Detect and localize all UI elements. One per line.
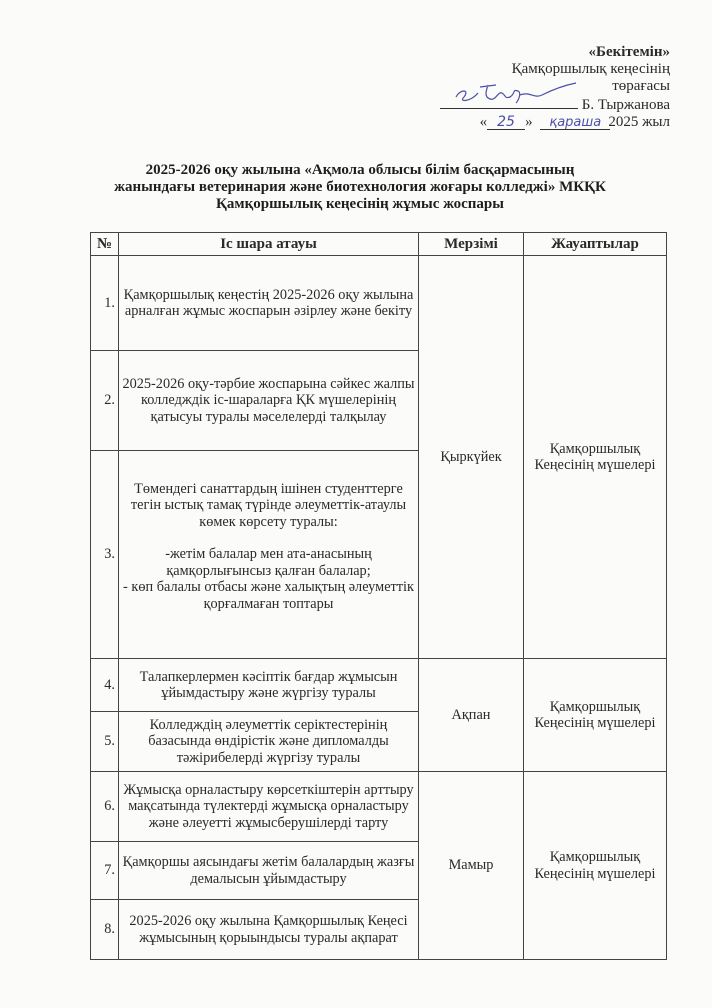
table-row	[91, 659, 667, 712]
date-day: 25	[487, 116, 525, 130]
row-responsible: Қамқоршылық Кеңесінің мүшелері	[524, 772, 667, 960]
row-name-category-1: -жетім балалар мен ата-анасының қамқорлығынсыз қалған балалар;	[165, 546, 372, 579]
row-date: Мамыр	[419, 772, 524, 960]
row-name: Қамқоршылық кеңестің 2025-2026 оқу жылына арналған жұмыс жоспарын әзірлеу және бекіту	[119, 256, 419, 351]
row-num: 1.	[91, 256, 119, 351]
row-num: 3.	[91, 451, 119, 659]
document-title	[80, 162, 640, 213]
row-date: Ақпан	[419, 659, 524, 772]
row-date: Қыркүйек	[419, 256, 524, 659]
row-responsible: Қамқоршылық Кеңесінің мүшелері	[524, 659, 667, 772]
date-open-quote: «	[479, 114, 488, 130]
handwritten-signature	[450, 81, 580, 105]
date-month: қараша	[540, 116, 610, 130]
header-responsible: Жауаптылар	[524, 233, 667, 256]
row-num: 2.	[91, 351, 119, 451]
approval-date	[440, 114, 670, 131]
row-num: 4.	[91, 659, 119, 712]
row-name: Колледждің әлеуметтік серіктестерінің базасында өндірістік және дипломалды тәжірибелерді жүргізу туралы	[119, 712, 419, 772]
date-close-quote: »	[525, 114, 533, 130]
signature-line	[440, 95, 670, 114]
approval-heading: «Бекітемін»	[588, 44, 670, 60]
row-name-category-2: - көп балалы отбасы және халықтың әлеуметтік қорғалмаған топтары	[123, 579, 414, 612]
row-name: 2025-2026 оқу-тәрбие жоспарына сәйкес жалпы колледждік іс-шараларға ҚК мүшелерінің қатысуы туралы мәселелерді талқылау	[119, 351, 419, 451]
row-num: 6.	[91, 772, 119, 842]
row-name: Талапкерлермен кәсіптік бағдар жұмысын ұйымдастыру және жүргізу туралы	[119, 659, 419, 712]
row-name-intro: Төмендегі санаттардың ішінен студенттерге тегін ыстық тамақ түрінде әлеуметтік-атаулы көмек көрсету туралы:	[130, 480, 407, 530]
work-plan-table	[90, 232, 667, 960]
date-year: 2025 жыл	[608, 114, 670, 130]
row-name: 2025-2026 оқу жылына Қамқоршылық Кеңесі жұмысының қорыындысы туралы ақпарат	[119, 900, 419, 960]
title-line-3: Қамқоршылық кеңесінің жұмыс жоспары	[216, 196, 504, 212]
row-name	[119, 451, 419, 659]
header-num: №	[91, 233, 119, 256]
approval-council-line: Қамқоршылық кеңесінің	[511, 61, 670, 77]
row-num: 8.	[91, 900, 119, 960]
row-num: 5.	[91, 712, 119, 772]
title-line-2: жанындағы ветеринария және биотехнология жоғары колледжі» МКҚК	[114, 179, 606, 195]
signature-blank	[440, 95, 578, 109]
row-name: Жұмысқа орналастыру көрсеткіштерін арттыру мақсатында түлектерді жұмысқа орналастыру және әлеуетті жұмысберушілерді тарту	[119, 772, 419, 842]
row-name: Қамқоршы аясындағы жетім балалардың жазғы демалысын ұйымдастыру	[119, 842, 419, 900]
approval-block	[440, 44, 670, 131]
table-row	[91, 256, 667, 351]
title-line-1: 2025-2026 оқу жылына «Ақмола облысы білім басқармасының	[145, 162, 575, 178]
approval-chair-line: төрағасы	[612, 78, 670, 94]
table-row	[91, 772, 667, 842]
row-num: 7.	[91, 842, 119, 900]
header-name: Іс шара атауы	[119, 233, 419, 256]
signatory-name: Б. Тыржанова	[581, 97, 670, 113]
table-header-row	[91, 233, 667, 256]
header-date: Мерзімі	[419, 233, 524, 256]
row-responsible: Қамқоршылық Кеңесінің мүшелері	[524, 256, 667, 659]
